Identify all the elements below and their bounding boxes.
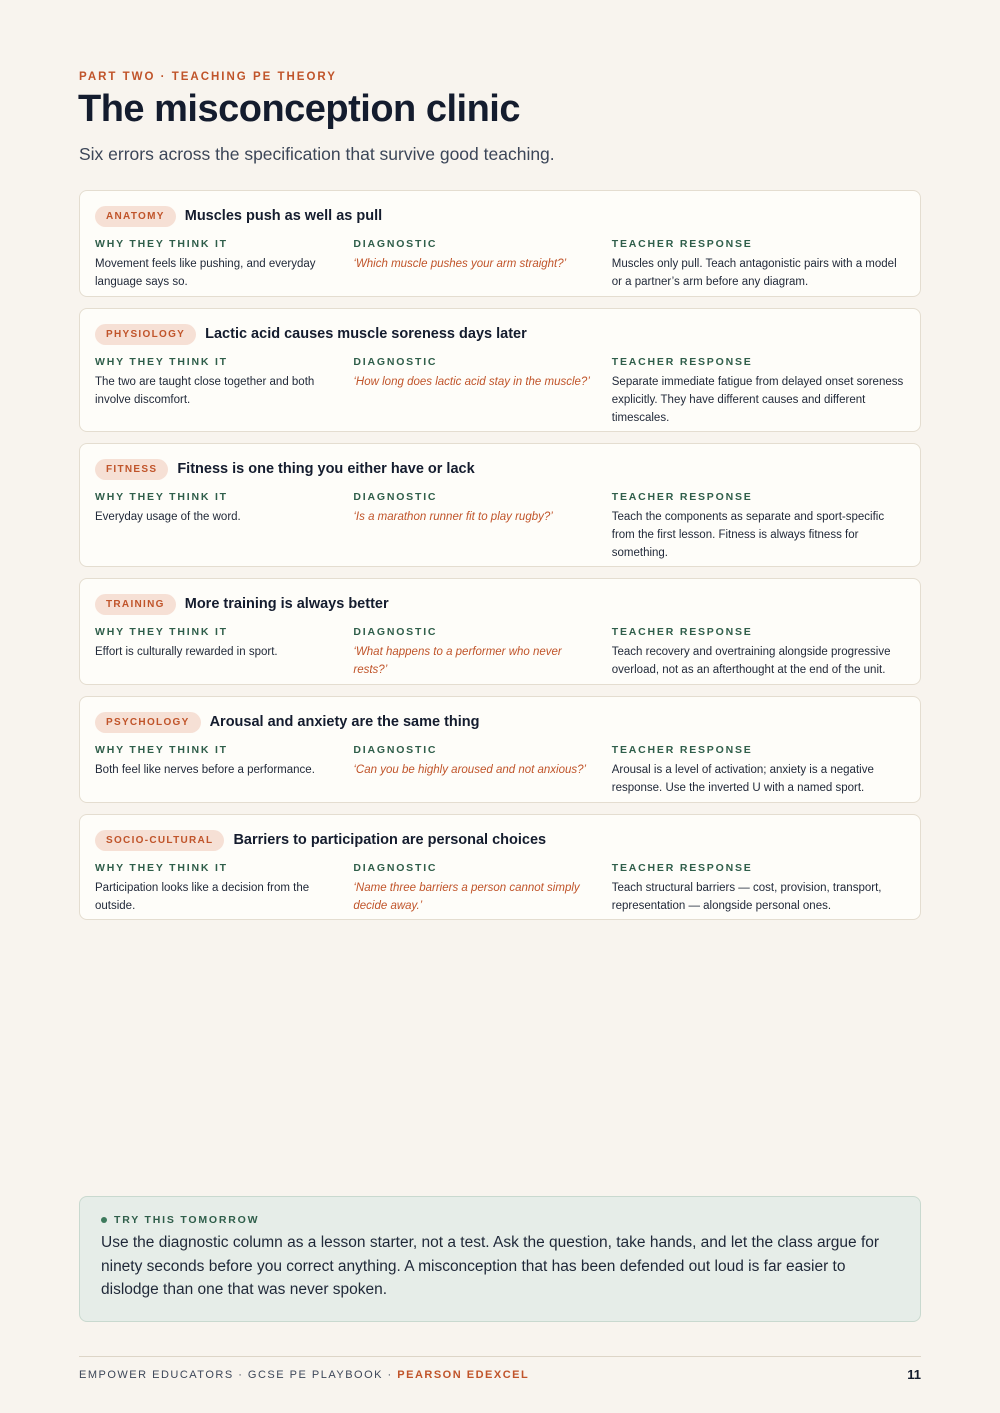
topic-tag: TRAINING (95, 594, 176, 615)
misconception-card (79, 814, 921, 920)
response-text: Arousal is a level of activation; anxiety is a negative response. Use the inverted U with a named sport. (611, 764, 874, 794)
misconception-card (79, 443, 921, 567)
diagnostic-text: ‘How long does lactic acid stay in the muscle?’ (353, 376, 590, 388)
why-label: WHY THEY THINK IT (95, 626, 228, 638)
why-text: Everyday usage of the word. (95, 511, 241, 523)
why-text: Participation looks like a decision from the outside. (95, 882, 310, 912)
response-label: TEACHER RESPONSE (611, 626, 753, 638)
diagnostic-label: DIAGNOSTIC (353, 491, 438, 503)
diagnostic-label: DIAGNOSTIC (353, 626, 438, 638)
diagnostic-text: ‘Which muscle pushes your arm straight?’ (353, 258, 567, 270)
why-text: Both feel like nerves before a performance. (95, 764, 315, 776)
why-text: Movement feels like pushing, and everyday language says so. (95, 258, 316, 288)
callout-label: TRY THIS TOMORROW (114, 1214, 260, 1226)
response-label: TEACHER RESPONSE (611, 862, 753, 874)
topic-tag: ANATOMY (95, 206, 176, 227)
page-number: 11 (907, 1367, 921, 1382)
misconception-title: Fitness is one thing you either have or lack (177, 461, 475, 477)
why-label: WHY THEY THINK IT (95, 862, 228, 874)
diagnostic-text: ‘Is a marathon runner fit to play rugby?’ (353, 511, 553, 523)
callout-text: Use the diagnostic column as a lesson starter, not a test. Ask the question, take hands, and let the class argue for ninety seconds before you correct anything. A misconception that has been defended out loud is far easier to dislodge than one that was never spoken. (101, 1234, 880, 1298)
why-label: WHY THEY THINK IT (95, 356, 228, 368)
page-title: The misconception clinic (78, 88, 520, 130)
why-label: WHY THEY THINK IT (95, 238, 228, 250)
diagnostic-text: ‘What happens to a performer who never rests?’ (353, 646, 562, 676)
response-text: Teach recovery and overtraining alongside progressive overload, not as an afterthought at the end of the unit. (611, 646, 891, 676)
eyebrow: PART TWO · TEACHING PE THEORY (79, 71, 337, 83)
footer-series: EMPOWER EDUCATORS · GCSE PE PLAYBOOK · (79, 1368, 398, 1381)
topic-tag: PSYCHOLOGY (95, 712, 201, 733)
misconception-card (79, 578, 921, 685)
why-text: The two are taught close together and both involve discomfort. (95, 376, 315, 406)
misconception-card (79, 696, 921, 803)
diagnostic-label: DIAGNOSTIC (353, 744, 438, 756)
diagnostic-text: ‘Name three barriers a person cannot simply decide away.’ (353, 882, 580, 912)
try-this-tomorrow-callout (79, 1196, 921, 1322)
why-label: WHY THEY THINK IT (95, 491, 228, 503)
response-text: Teach structural barriers — cost, provision, transport, representation — alongside personal ones. (611, 882, 882, 912)
response-text: Teach the components as separate and sport-specific from the first lesson. Fitness is always fitness for something. (611, 511, 885, 559)
response-label: TEACHER RESPONSE (611, 744, 753, 756)
response-label: TEACHER RESPONSE (611, 238, 753, 250)
misconception-title: Muscles push as well as pull (184, 208, 383, 224)
misconception-title: Lactic acid causes muscle soreness days later (205, 326, 527, 342)
diagnostic-text: ‘Can you be highly aroused and not anxious?’ (353, 764, 587, 776)
bullet-dot-icon (101, 1217, 107, 1223)
footer-brand: PEARSON EDEXCEL (397, 1368, 530, 1381)
misconception-card (79, 190, 921, 297)
misconception-title: More training is always better (184, 596, 389, 612)
response-label: TEACHER RESPONSE (611, 491, 753, 503)
misconception-title: Arousal and anxiety are the same thing (209, 714, 480, 730)
topic-tag: FITNESS (95, 459, 168, 480)
why-label: WHY THEY THINK IT (95, 744, 228, 756)
footer-credit (79, 1369, 529, 1381)
topic-tag: SOCIO-CULTURAL (95, 830, 224, 851)
diagnostic-label: DIAGNOSTIC (353, 238, 438, 250)
topic-tag: PHYSIOLOGY (95, 324, 196, 345)
why-text: Effort is culturally rewarded in sport. (95, 646, 278, 658)
response-label: TEACHER RESPONSE (611, 356, 753, 368)
response-text: Muscles only pull. Teach antagonistic pairs with a model or a partner’s arm before any diagram. (611, 258, 897, 288)
callout-heading (101, 1214, 900, 1226)
misconception-card (79, 308, 921, 432)
diagnostic-label: DIAGNOSTIC (353, 862, 438, 874)
response-text: Separate immediate fatigue from delayed onset soreness explicitly. They have different causes and different timescales. (611, 376, 904, 424)
page-subtitle: Six errors across the specification that survive good teaching. (79, 144, 555, 164)
misconception-title: Barriers to participation are personal choices (233, 832, 547, 848)
footer-divider (79, 1356, 921, 1357)
page-footer (79, 1367, 921, 1382)
misconception-list (79, 190, 921, 931)
diagnostic-label: DIAGNOSTIC (353, 356, 438, 368)
